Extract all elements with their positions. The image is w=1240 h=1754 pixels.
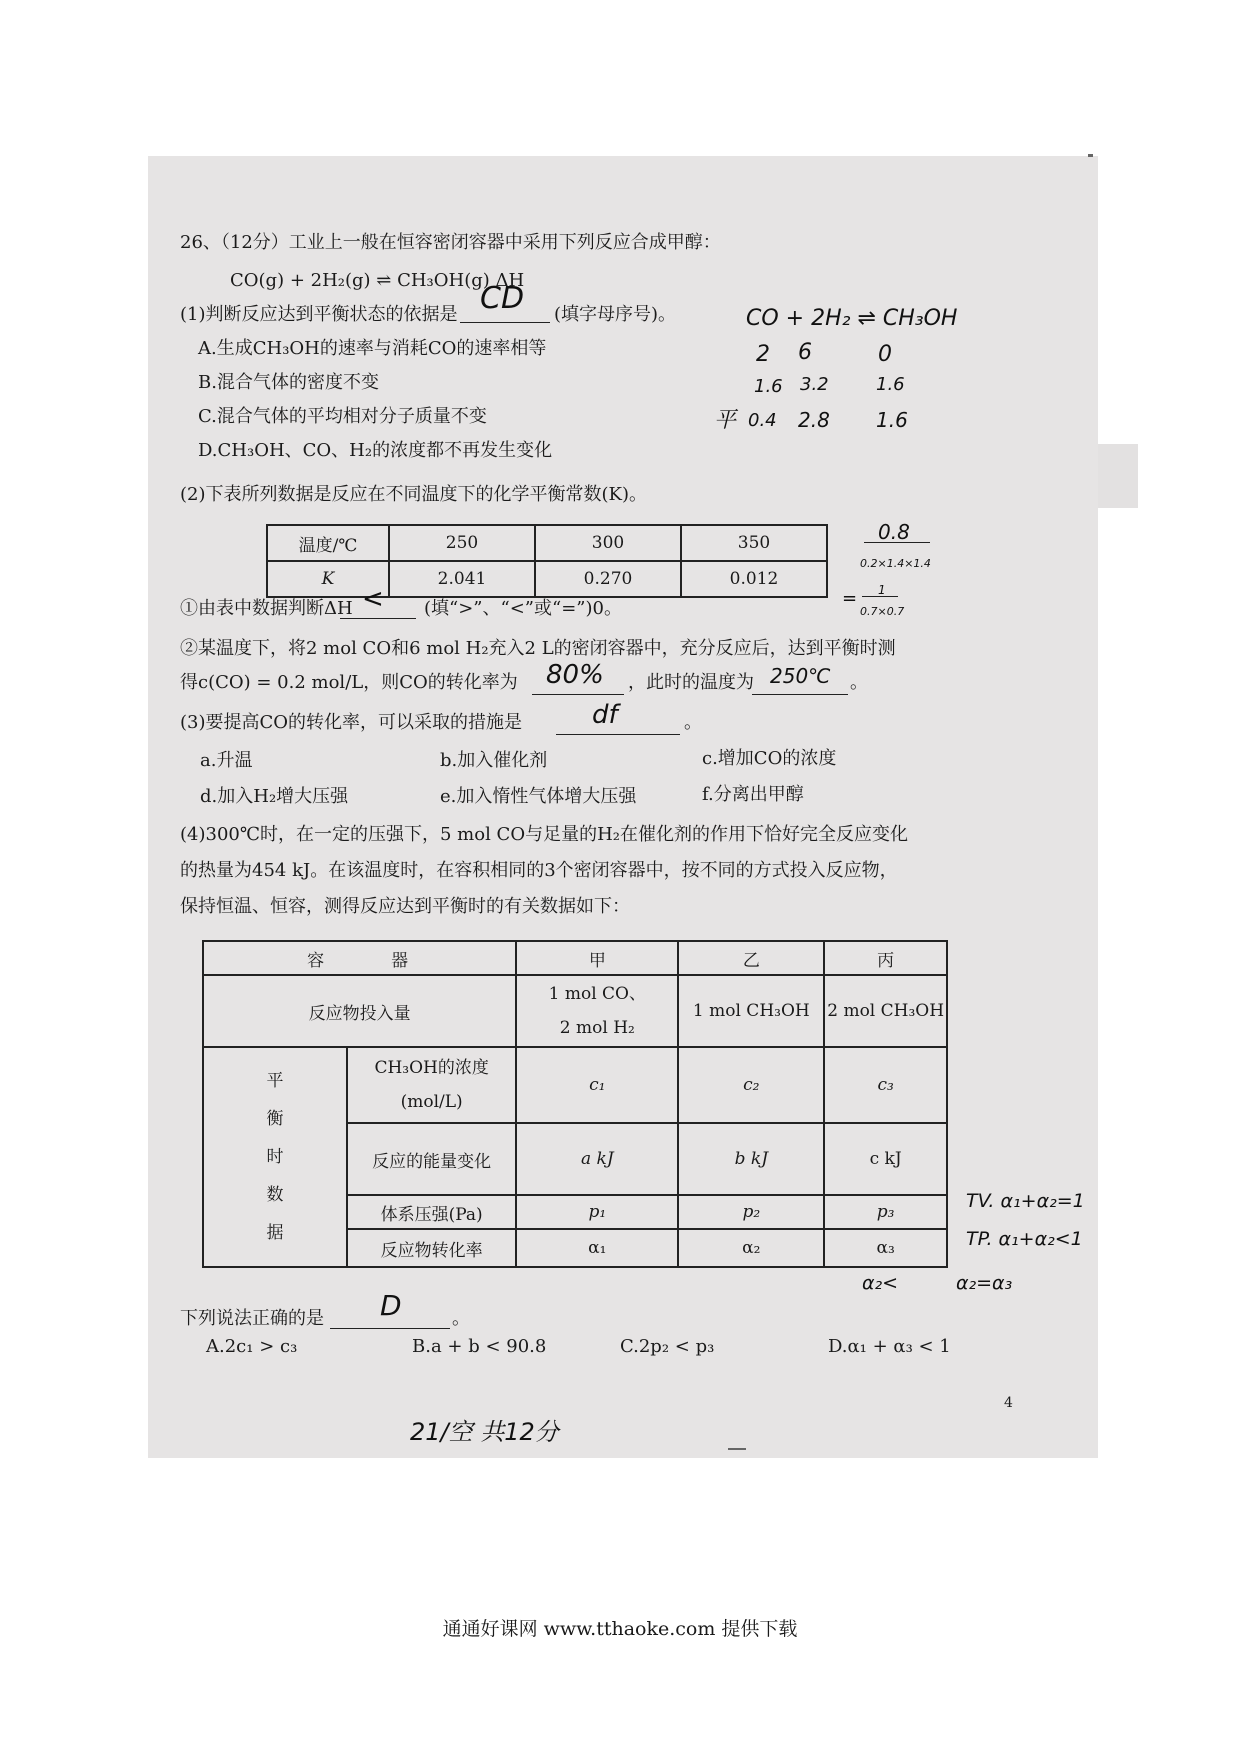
q1-prefix: (1)判断反应达到平衡状态的依据是 [180, 304, 458, 325]
scan-smudge [728, 1448, 746, 1450]
scan-speck [1088, 154, 1093, 157]
hw-eq-sign: = [842, 588, 858, 609]
eq-table-side-2: 衡 [266, 1109, 284, 1129]
q3-suffix: 。 [684, 712, 702, 733]
k-table-k350: 0.012 [681, 561, 827, 597]
q3-option-e: e.加入惰性气体增大压强 [440, 786, 637, 807]
hw-frac2-den: 0.7×0.7 [860, 605, 905, 618]
q3-option-f: f.分离出甲醇 [702, 784, 804, 805]
q3-option-c: c.增加CO的浓度 [702, 748, 837, 769]
q4-option-b: B.a + b < 90.8 [412, 1336, 547, 1357]
eq-table-header-container: 容 器 [203, 941, 516, 975]
hw-start-ch3oh: 0 [878, 342, 892, 367]
k-table-t300: 300 [535, 525, 681, 561]
eq-table-bing-reactant: 2 mol CH₃OH [824, 975, 947, 1047]
q2-sub1-suffix: (填“>”、“<”或“=”)0。 [424, 598, 622, 619]
hw-change-co: 1.6 [754, 376, 783, 397]
reaction-equation: CO(g) + 2H₂(g) ⇌ CH₃OH(g) ΔH [230, 270, 525, 291]
q4-answer: D [380, 1289, 402, 1322]
scan-edge-tab [1098, 444, 1138, 508]
hw-eq-ch3oh: 1.6 [876, 408, 908, 432]
q3-answer: df [592, 700, 618, 730]
q4-prompt-suffix: 。 [452, 1308, 470, 1329]
eq-table-e1: a kJ [516, 1123, 678, 1195]
q3-prefix: (3)要提高CO的转化率，可以采取的措施是 [180, 712, 523, 733]
eq-table-rate-label: 反应物转化率 [347, 1229, 516, 1267]
hw-frac1-den: 0.2×1.4×1.4 [860, 557, 931, 570]
q4-line2: 的热量为454 kJ。在该温度时，在容积相同的3个密闭容器中，按不同的方式投入反应物， [180, 860, 898, 881]
q4-option-c: C.2p₂ < p₃ [620, 1336, 715, 1357]
q4-line1: (4)300℃时，在一定的压强下，5 mol CO与足量的H₂在催化剂的作用下恰好完全反应变化 [180, 824, 908, 845]
eq-table-a2: α₂ [678, 1229, 824, 1267]
eq-table-p1: p₁ [516, 1195, 678, 1229]
eq-table-yi-reactant: 1 mol CH₃OH [678, 975, 824, 1047]
q3-option-a: a.升温 [200, 750, 253, 771]
equilibrium-table [202, 940, 948, 1268]
question-header: 26、（12分）工业上一般在恒容密闭容器中采用下列反应合成甲醇： [180, 232, 721, 253]
eq-table-a1: α₁ [516, 1229, 678, 1267]
hw-frac2-num: 1 [878, 583, 886, 597]
eq-table-e2: b kJ [678, 1123, 824, 1195]
k-table-k250: 2.041 [389, 561, 535, 597]
q2-sub2-line2a: 得c(CO) = 0.2 mol/L，则CO的转化率为 [180, 672, 518, 693]
eq-table-side-4: 数 [266, 1185, 284, 1205]
k-table-t350: 350 [681, 525, 827, 561]
eq-table-side-label [203, 1047, 347, 1267]
hw-change-h2: 3.2 [800, 374, 829, 395]
hw-eq-h2: 2.8 [798, 408, 830, 432]
k-table-k300: 0.270 [535, 561, 681, 597]
hw-start-co: 2 [756, 342, 770, 367]
hw-alpha-equal-note: α₂=α₃ [956, 1272, 1013, 1294]
page-number: 4 [1004, 1395, 1013, 1411]
q2-sub2-answer2: 250℃ [770, 664, 831, 688]
hw-bottom-note: 21/空 共12分 [410, 1418, 559, 1446]
hw-eq-label: 平 [714, 408, 737, 433]
eq-table-jia-reactant [516, 975, 678, 1047]
hw-frac1-num: 0.8 [878, 520, 910, 544]
q1-option-c: C.混合气体的平均相对分子质量不变 [198, 406, 487, 427]
scanned-page [148, 156, 1098, 1458]
q2-sub2-answer1: 80% [546, 660, 604, 690]
q2-sub1-answer: < [362, 584, 384, 614]
eq-table-a3: α₃ [824, 1229, 947, 1267]
k-table [266, 524, 828, 598]
q4-line3: 保持恒温、恒容，测得反应达到平衡时的有关数据如下： [180, 896, 630, 917]
eq-table-conc-label [347, 1047, 516, 1123]
eq-table-reactant-label: 反应物投入量 [203, 975, 516, 1047]
eq-table-conc-label-2: (mol/L) [400, 1092, 463, 1112]
eq-table-side-3: 时 [266, 1147, 284, 1167]
eq-table-header-jia: 甲 [516, 941, 678, 975]
hw-change-ch3oh: 1.6 [876, 374, 905, 395]
q1-option-b: B.混合气体的密度不变 [198, 372, 379, 393]
hw-eq-co: 0.4 [748, 410, 777, 431]
q1-suffix: (填字母序号)。 [554, 304, 677, 325]
hw-frac1-bar [864, 538, 930, 543]
eq-table-jia-reactant-2: 2 mol H₂ [559, 1018, 635, 1038]
k-table-header-temp: 温度/℃ [267, 525, 389, 561]
q4-prompt-prefix: 下列说法正确的是 [180, 1308, 324, 1329]
q1-option-d: D.CH₃OH、CO、H₂的浓度都不再发生变化 [198, 440, 553, 461]
eq-table-e3: c kJ [824, 1123, 947, 1195]
q3-option-b: b.加入催化剂 [440, 750, 548, 771]
q2-sub2-line2b: ，此时的温度为 [628, 672, 754, 693]
eq-table-energy-label: 反应的能量变化 [347, 1123, 516, 1195]
q2-sub2-line2c: 。 [850, 672, 868, 693]
q2-intro: (2)下表所列数据是反应在不同温度下的化学平衡常数(K)。 [180, 484, 647, 505]
k-table-t250: 250 [389, 525, 535, 561]
eq-table-header-bing: 丙 [824, 941, 947, 975]
hw-frac2-bar [862, 592, 898, 597]
eq-table-p3: p₃ [824, 1195, 947, 1229]
q1-answer: CD [480, 281, 525, 316]
k-table-header-k: K [267, 561, 389, 597]
q3-blank [556, 710, 680, 735]
eq-table-jia-reactant-1: 1 mol CO、 [548, 984, 646, 1004]
eq-table-c3: c₃ [824, 1047, 947, 1123]
q3-option-d: d.加入H₂增大压强 [200, 786, 349, 807]
eq-table-pressure-label: 体系压强(Pa) [347, 1195, 516, 1229]
eq-table-conc-label-1: CH₃OH的浓度 [374, 1058, 489, 1078]
eq-table-c2: c₂ [678, 1047, 824, 1123]
hw-tv-note: TV. α₁+α₂=1 [966, 1190, 1085, 1212]
eq-table-header-yi: 乙 [678, 941, 824, 975]
q4-option-d: D.α₁ + α₃ < 1 [828, 1336, 951, 1357]
eq-table-p2: p₂ [678, 1195, 824, 1229]
hw-alpha2-note: α₂< [862, 1272, 899, 1294]
eq-table-side-1: 平 [266, 1071, 284, 1091]
q1-option-a: A.生成CH₃OH的速率与消耗CO的速率相等 [198, 338, 547, 359]
hw-tp-note: TP. α₁+α₂<1 [966, 1228, 1083, 1250]
q2-sub1-prefix: ①由表中数据判断ΔH [180, 598, 353, 619]
hw-equation: CO + 2H₂ ⇌ CH₃OH [746, 306, 958, 331]
q4-option-a: A.2c₁ > c₃ [206, 1336, 298, 1357]
eq-table-c1: c₁ [516, 1047, 678, 1123]
q2-sub2-line1: ②某温度下，将2 mol CO和6 mol H₂充入2 L的密闭容器中，充分反应后，达到平衡时测 [180, 638, 896, 659]
hw-start-h2: 6 [798, 340, 812, 365]
eq-table-side-5: 据 [266, 1223, 284, 1243]
site-footer: 通通好课网 www.tthaoke.com 提供下载 [442, 1618, 798, 1640]
